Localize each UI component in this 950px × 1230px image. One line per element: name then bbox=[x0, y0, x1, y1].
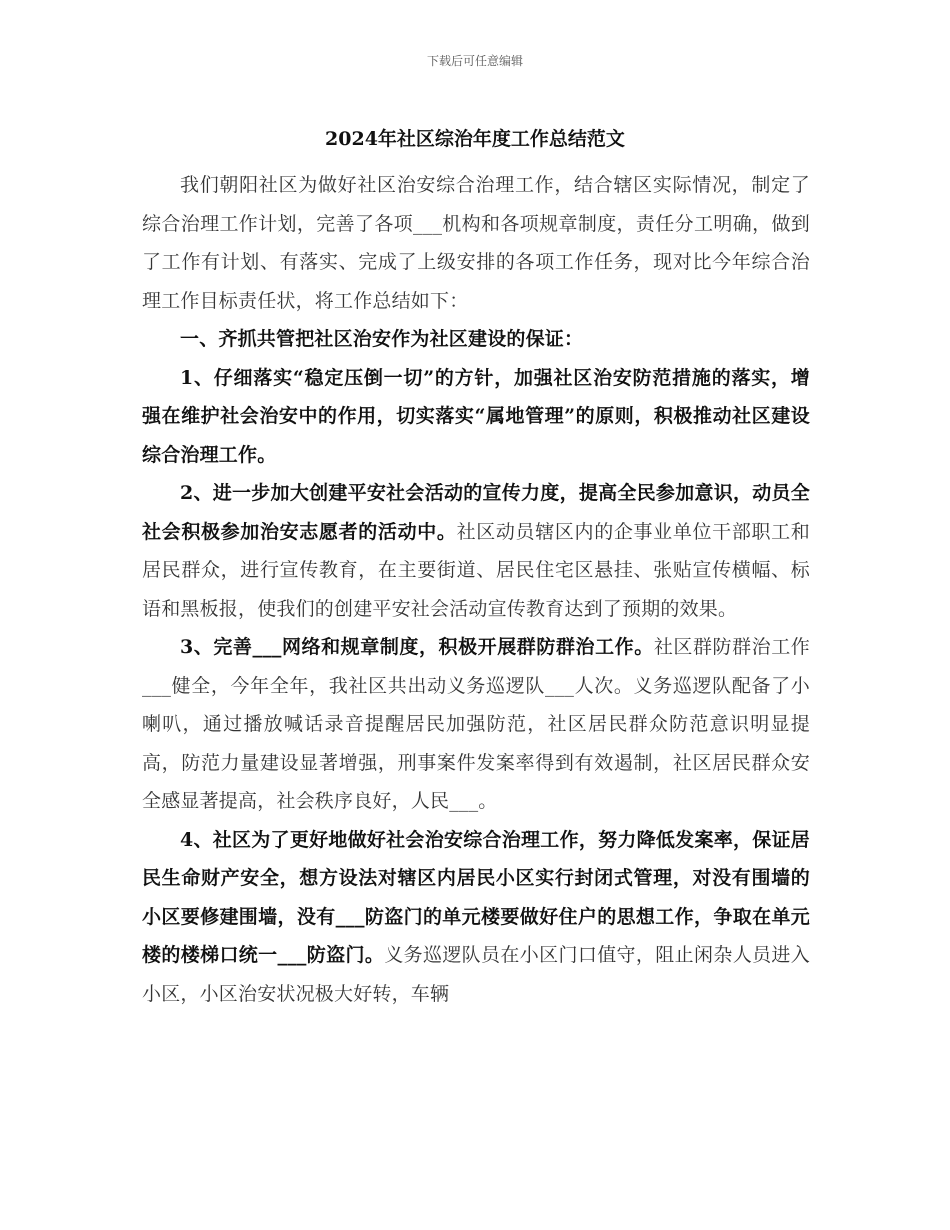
item-2-text: 社区动员辖区内的企事业单位干部职工和居民群众，进行宣传教育，在主要街道、居民住宅区悬挂、张贴宣传横幅、标语和黑板报，使我们的创建平安社会活动宣传教育达到了预期的效果。 bbox=[142, 520, 811, 620]
paragraph-intro: 我们朝阳社区为做好社区治安综合治理工作，结合辖区实际情况，制定了综合治理工作计划，完善了各项___机构和各项规章制度，责任分工明确，做到了工作有计划、有落实、完成了上级安排的各项工作任务，现对比今年综合治理工作目标责任状，将工作总结如下： bbox=[142, 174, 810, 312]
item-4-bold-text: 4、社区为了更好地做好社会治安综合治理工作，努力降低发案率，保证居民生命财产安全，想方设法对辖区内居民小区实行封闭式管理，对没有围墙的小区要修建围墙，没有___防盗门的单元楼要做好住户的思想工作，争取在单元楼的楼梯口统一___防盗门。 bbox=[142, 828, 810, 966]
paragraph-item-1: 1、仔细落实“稳定压倒一切”的方针，加强社区治安防范措施的落实，增强在维护社会治安中的作用，切实落实“属地管理”的原则，积极推动社区建设综合治理工作。 bbox=[142, 366, 810, 466]
item-3-text: 社区群防群治工作___健全，今年全年，我社区共出动义务巡逻队___人次。义务巡逻队配备了小喇叭，通过播放喊话录音提醒居民加强防范，社区居民群众防范意识明显提高，防范力量建设显著增强，刑事案件发案率得到有效遏制，社区居民群众安全感显著提高，社会秩序良好，人民___。 bbox=[142, 636, 811, 812]
section-heading-1: 一、齐抓共管把社区治安作为社区建设的保证： bbox=[180, 328, 584, 350]
item-3-bold-text: 3、完善___网络和规章制度，积极开展群防群治工作。 bbox=[180, 636, 654, 658]
page-header: 下载后可任意编辑 bbox=[426, 54, 523, 68]
item-4-text: 义务巡逻队员在小区门口值守，阻止闲杂人员进入小区，小区治安状况极大好转，车辆 bbox=[142, 944, 810, 1005]
paragraph-item-2 bbox=[142, 474, 810, 628]
paragraph-item-4 bbox=[142, 821, 810, 1014]
paragraph-item-3 bbox=[142, 628, 810, 821]
document-body bbox=[142, 166, 810, 1013]
item-2-bold-text: 2、进一步加大创建平安社会活动的宣传力度，提高全民参加意识，动员全社会积极参加治安志愿者的活动中。 bbox=[142, 482, 810, 543]
document-title: 2024年社区综治年度工作总结范文 bbox=[325, 128, 625, 150]
